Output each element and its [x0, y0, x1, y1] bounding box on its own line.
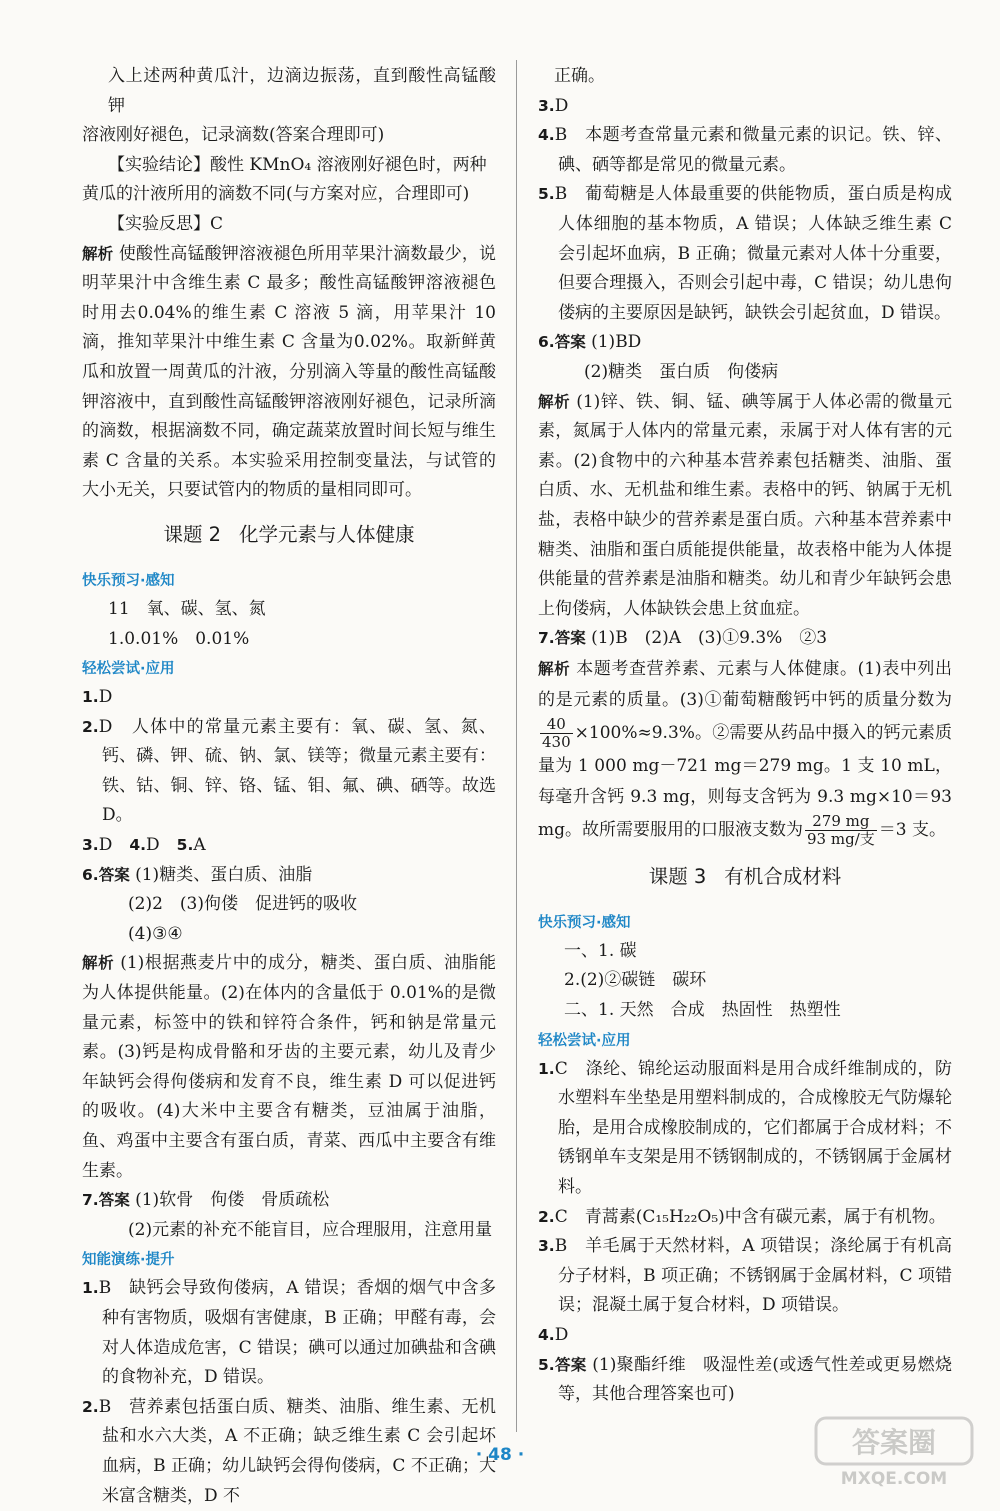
- lesson-title: 有机合成材料: [724, 864, 842, 888]
- answer-item: 1.D: [82, 687, 113, 708]
- answer-line: (4)③④: [128, 923, 183, 944]
- answer-item: 4.D: [538, 1325, 569, 1345]
- answer-item: 2.D 人体中的常量元素主要有：氧、碳、氢、氮、钙、磷、钾、硫、钠、氯、镁等；微量元素主要有：铁、钴、铜、锌、铬、锰、钼、氟、碘、硒等。故选 D。: [82, 716, 496, 826]
- analysis-paragraph: [82, 240, 496, 506]
- answer-item: 6.答案 (1)BD: [538, 332, 642, 353]
- answer-item: 6.答案 (1)糖类、蛋白质、油脂: [82, 864, 313, 885]
- analysis-paragraph: 解析 本题考查营养素、元素与人体健康。(1)表中列出的是元素的质量。(3)①葡萄糖酸钙中钙的质量分数为 $\frac{40}{430}$ ×100%≈9.3%。②需要从药品中摄入的钙元素质量为 1 000 mg－721 mg＝279 mg。1 支 10 mL，每毫升含钙 9.3 mg，则每支含钙为 9.3 mg×10＝93 mg。故所需要服用的口服液支数为 $\frac{279 mg}{\text{93 mg/支}}$ ＝3 支。: [538, 658, 952, 848]
- answer-line: 2.(2)②碳链 碳环: [564, 970, 707, 991]
- answer-item: 2.B 营养素包括蛋白质、糖类、油脂、维生素、无机盐和水六大类，A 不正确；缺乏维生素 C 会引起坏血病，B 正确；幼儿缺钙会得佝偻病，C 不正确；大米富含糖类，D 不: [82, 1396, 496, 1506]
- answer-line: (2)2 (3)佝偻 促进钙的吸收: [128, 894, 357, 915]
- watermark-logo-icon: [814, 1416, 974, 1488]
- lesson-title: 化学元素与人体健康: [239, 522, 415, 546]
- lesson-heading: [82, 520, 496, 550]
- column-divider: [516, 60, 517, 1432]
- answer-item: 4.B 本题考查常量元素和微量元素的识记。铁、锌、碘、硒等都是常见的微量元素。: [538, 125, 952, 175]
- answer-line: 11 氧、碳、氢、氮: [108, 598, 266, 619]
- fraction: $\frac{279 mg}{\text{93 mg/支}}$: [807, 811, 875, 848]
- answer-line: (2)元素的补充不能盲目，应合理服用，注意用量: [128, 1219, 493, 1240]
- watermark-text: 答案圈: [851, 1426, 937, 1459]
- answer-line: (2)糖类 蛋白质 佝偻病: [584, 361, 779, 382]
- section-heading: 轻松尝试·应用: [82, 661, 175, 678]
- analysis-paragraph: 解析 (1)根据燕麦片中的成分，糖类、蛋白质、油脂能为人体提供能量。(2)在体内的含量低于 0.01%的是微量元素，标签中的铁和锌符合条件，钙和钠是常量元素。(3)钙是构成骨骼和牙齿的主要元素，幼儿及青少年缺钙会得佝偻病和发育不良，维生素 D 可以促进钙的吸收。(4)大米中主要含有糖类，豆油属于油脂，鱼、鸡蛋中主要含有蛋白质，青菜、西瓜中主要含有维生素。: [82, 953, 496, 1181]
- text-line: 【实验结论】酸性 KMnO₄ 溶液刚好褪色时，两种: [108, 154, 487, 175]
- answer-item: 1.C 涤纶、锦纶运动服面料是用合成纤维制成的，防水塑料车坐垫是用塑料制成的，合成橡胶无气防爆轮胎，是用合成橡胶制成的，它们都属于合成材料；不锈钢单车支架是用不锈钢制成的，不锈钢属于金属材料。: [538, 1058, 952, 1198]
- section-heading: 知能演练·提升: [82, 1252, 175, 1269]
- answer-line: 二、1. 天然 合成 热固性 热塑性: [564, 1000, 841, 1021]
- answer-line: 1.0.01% 0.01%: [108, 628, 250, 649]
- answer-item: 1.B 缺钙会导致佝偻病，A 错误；香烟的烟气中含多种有害物质，吸烟有害健康，B 正确；甲醛有毒，会对人体造成危害，C 错误；碘可以通过加碘盐和含碘的食物补充，D 错误。: [82, 1278, 496, 1388]
- text-line: 黄瓜的汁液所用的滴数不同(与方案对应，合理即可): [82, 184, 470, 205]
- section-heading: 轻松尝试·应用: [538, 1032, 631, 1049]
- lesson-number: 课题 2: [163, 522, 222, 546]
- text-line: 入上述两种黄瓜汁，边滴边振荡，直到酸性高锰酸钾: [108, 66, 496, 116]
- answer-item: 7.答案 (1)B (2)A (3)①9.3% ②3: [538, 628, 828, 649]
- answer-item: 3.D: [538, 95, 569, 116]
- lesson-heading: [538, 862, 952, 892]
- text-line: 正确。: [554, 66, 605, 86]
- answer-item: 7.答案 (1)软骨 佝偻 骨质疏松: [82, 1190, 330, 1211]
- answer-item: 3.B 羊毛属于天然材料，A 项错误；涤纶属于有机高分子材料，B 项正确；不锈钢属于金属材料，C 项错误；混凝土属于复合材料，D 项错误。: [538, 1236, 952, 1316]
- analysis-text: 使酸性高锰酸钾溶液褪色所用苹果汁滴数最少，说明苹果汁中含维生素 C 最多；酸性高锰酸钾溶液褪色时用去0.04%的维生素 C 溶液 5 滴，用苹果汁 10 滴，推知苹果汁中维生素 C 含量为0.02%。取新鲜黄瓜和放置一周黄瓜的汁液，分别滴入等量的酸性高锰酸钾溶液中，直到酸性高锰酸钾溶液刚好褪色，记录所滴的滴数，根据滴数不同，确定蔬菜放置时间长短与维生素 C 含量的关系。本实验采用控制变量法，与试管的大小无关，只要试管内的物质的量相同即可。: [82, 243, 497, 501]
- fraction: $\frac{40}{430}$: [542, 714, 571, 751]
- answer-item: 3.D 4.D 5.A: [82, 835, 206, 856]
- text-line: 溶液刚好褪色，记录滴数(答案合理即可): [82, 125, 385, 146]
- answer-item: 5.B 葡萄糖是人体最重要的供能物质，蛋白质是构成人体细胞的基本物质，A 错误；人体缺乏维生素 C 会引起坏血病，B 正确；微量元素对人体十分重要，但要合理摄入，否则会引起中毒，C 错误；幼儿患佝偻病的主要原因是缺钙，缺铁会引起贫血，D 错误。: [538, 184, 952, 323]
- analysis-label: 解析: [82, 244, 114, 263]
- section-heading: 快乐预习·感知: [538, 914, 631, 931]
- page-number: · 48 ·: [475, 1445, 525, 1465]
- text-line: 【实验反思】C: [108, 213, 224, 234]
- answer-item: 2.C 青蒿素(C₁₅H₂₂O₅)中含有碳元素，属于有机物。: [538, 1206, 946, 1227]
- watermark-url: MXQE.COM: [840, 1469, 948, 1488]
- left-column: [82, 62, 496, 1511]
- answer-item: 5.答案 (1)聚酯纤维 吸湿性差(或透气性差或更易燃烧等，其他合理答案也可): [538, 1354, 952, 1405]
- right-column: [538, 62, 952, 1410]
- section-heading: 快乐预习·感知: [82, 572, 175, 589]
- answer-line: 一、1. 碳: [564, 940, 637, 961]
- lesson-number: 课题 3: [648, 864, 707, 888]
- analysis-paragraph: 解析 (1)锌、铁、铜、锰、碘等属于人体必需的微量元素，氮属于人体内的常量元素，汞属于对人体有害的元素。(2)食物中的六种基本营养素包括糖类、油脂、蛋白质、水、无机盐和维生素。表格中的钙、钠属于无机盐，表格中缺少的营养素是蛋白质。六种基本营养素中糖类、油脂和蛋白质能提供能量，故表格中能为人体提供能量的营养素是油脂和糖类。幼儿和青少年缺钙会患上佝偻病，人体缺铁会患上贫血症。: [538, 391, 952, 619]
